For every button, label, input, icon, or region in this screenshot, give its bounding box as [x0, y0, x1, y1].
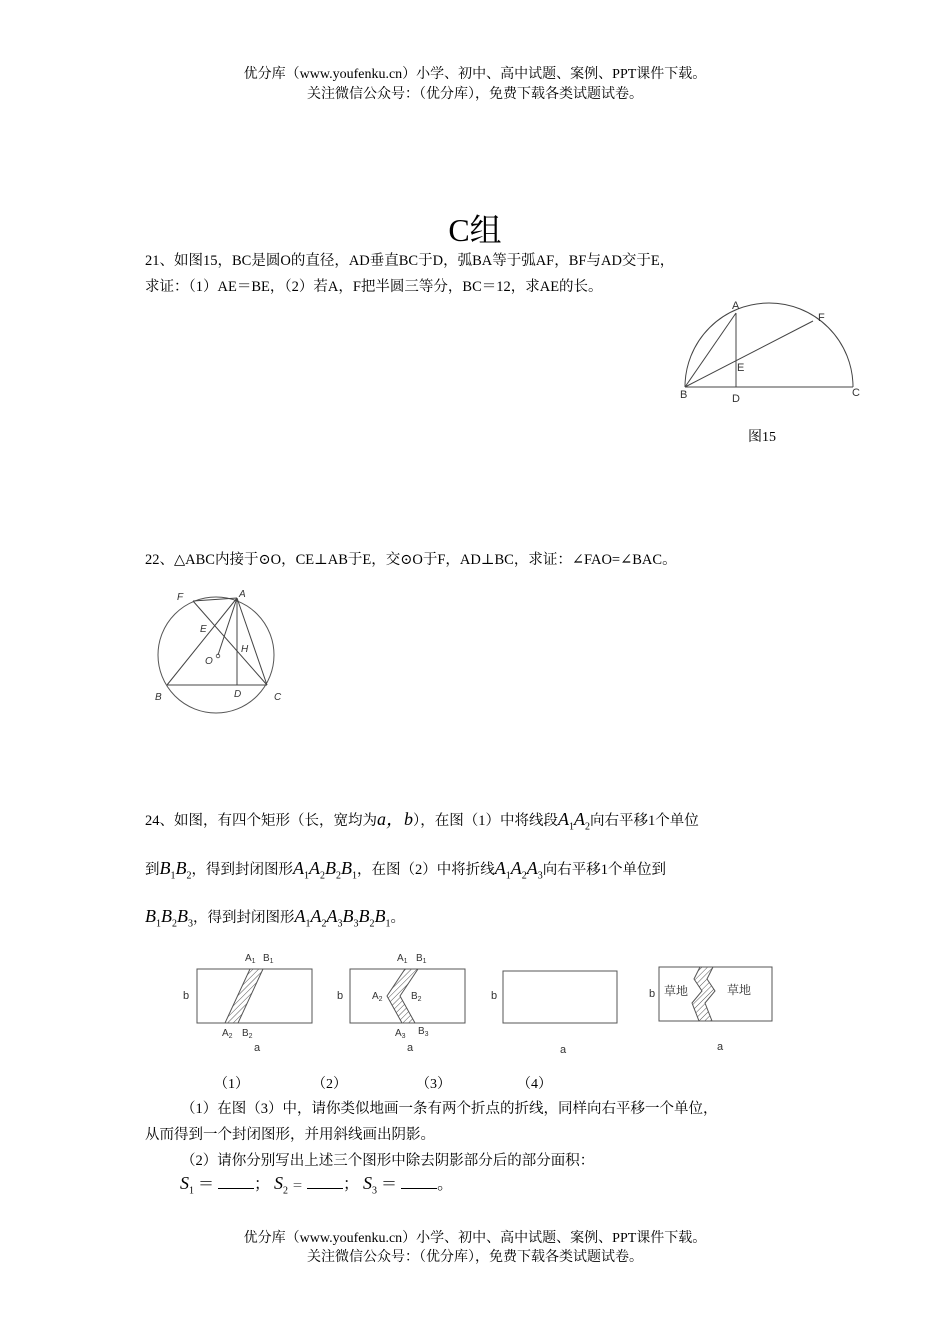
q21-line-2: 求证：（1）AE＝BE，（2）若A，F把半圆三等分，BC＝12，求AE的长。	[145, 279, 603, 295]
fig2-label-a3: $A_3$	[395, 1028, 406, 1040]
header-line-1: 优分库（www.youfenku.cn）小学、初中、高中试题、案例、PPT课件下载。	[243, 67, 707, 82]
fig15-label-c: C	[852, 387, 860, 399]
figure-15	[670, 295, 870, 415]
q24-text-1a: 24、如图，有四个矩形（长，宽均为	[145, 813, 377, 829]
q24-text-3b: 。	[390, 910, 405, 927]
q22-label-d: D	[234, 689, 242, 700]
s2-label: $S_2$	[274, 1173, 289, 1197]
q24-text-2b: ，得到封闭图形	[191, 861, 293, 878]
fig1-label-a: a	[254, 1042, 261, 1054]
q24-line-3	[145, 899, 815, 942]
fig2-label-a1: $A_1$	[397, 953, 408, 965]
q24-line-2	[145, 851, 815, 894]
q24-instructions	[145, 1096, 815, 1174]
fig4-label-grass-right: 草地	[727, 983, 752, 997]
fig15-label-a: A	[732, 300, 740, 312]
q24-text-2c: ，在图（2）中将折线	[357, 861, 495, 878]
q22-label-a: A	[239, 589, 246, 600]
section-title: C组	[448, 212, 502, 248]
fig1-label-b: b	[183, 990, 190, 1002]
fig4-label-a: a	[717, 1041, 724, 1053]
q24-figure-1	[183, 953, 312, 1054]
fig1-label-a2: $A_2$	[222, 1028, 233, 1040]
fig15-label-f: F	[818, 312, 825, 324]
q21-text	[145, 248, 815, 300]
fig3-label-b: b	[491, 990, 498, 1002]
math-b1b2b3: $B_1B_2B_3$	[145, 906, 193, 930]
fig15-label-b: B	[680, 389, 688, 401]
header-line-2: 关注微信公众号：（优分库），免费下载各类试题试卷。	[307, 87, 643, 102]
s1-blank[interactable]	[218, 1174, 254, 1189]
q24-figure-3	[491, 971, 617, 1056]
fig4-label-b: b	[649, 988, 656, 1000]
q24-figures	[175, 945, 795, 1065]
math-a1a2a3b3b2b1: $A_1A_2A_3B_3B_2B_1$	[294, 906, 391, 930]
caption-figure-2: （2）	[312, 1077, 347, 1092]
q22-label-c: C	[274, 692, 282, 703]
q22-label-h: H	[241, 644, 249, 655]
fig3-label-a: a	[560, 1044, 567, 1056]
q24-figure-4	[649, 967, 772, 1053]
fig4-label-grass-left: 草地	[664, 984, 689, 998]
q22-text: 22、△ABC内接于⊙O，CE⊥AB于E，交⊙O于F，AD⊥BC，求证：∠FAO=∠BAC。	[145, 552, 677, 568]
footer-line-2: 关注微信公众号：（优分库），免费下载各类试题试卷。	[307, 1250, 643, 1265]
math-a1a2: $A_1A_2$	[558, 809, 590, 833]
s3-blank[interactable]	[401, 1174, 437, 1189]
caption-figure-3: （3）	[416, 1077, 451, 1092]
s1-equals: ＝	[198, 1176, 215, 1193]
answer-line	[180, 1171, 453, 1197]
q24-text-1b: ），在图（1）中将线段	[413, 813, 558, 829]
fig2-label-a2: $A_2$	[372, 991, 383, 1003]
fig1-label-b1: $B_1$	[263, 953, 274, 965]
fig2-label-b2: $B_2$	[411, 991, 422, 1003]
math-a1a2a3: $A_1A_2A_3$	[494, 857, 543, 882]
sep-1: ；	[254, 1176, 271, 1193]
fig2-label-b1: $B_1$	[416, 953, 427, 965]
q21-line-1: 21、如图15，BC是圆O的直径，AD垂直BC于D，弧BA等于弧AF，BF与AD交于E，	[145, 253, 675, 269]
caption-figure-4: （4）	[517, 1077, 552, 1092]
fig15-label-e: E	[737, 362, 745, 374]
q24-ab: a，b	[377, 809, 413, 829]
q24-text-2a: 到	[145, 861, 160, 878]
s3-equals: ＝	[381, 1176, 398, 1193]
sep-2: ；	[343, 1176, 360, 1193]
q24-text-2d: 向右平移1个单位到	[542, 861, 666, 878]
figure-q22	[145, 585, 305, 720]
q22-label-o: O	[205, 656, 213, 667]
math-a1a2b2b1: $A_1A_2B_2B_1$	[293, 857, 357, 882]
instruction-1-line-1: （1）在图（3）中，请你类似地画一条有两个折点的折线，同样向右平移一个单位，	[181, 1101, 718, 1117]
s2-equals: ＝	[292, 1180, 304, 1192]
q24-text-3a: ，得到封闭图形	[193, 910, 295, 927]
fig1-label-a1: $A_1$	[245, 953, 256, 965]
q24-figure-2	[337, 953, 465, 1054]
q22-label-e: E	[200, 624, 207, 635]
s3-label: $S_3$	[363, 1173, 378, 1197]
q22-label-f: F	[177, 592, 184, 603]
figure-15-caption: 图15	[748, 430, 776, 445]
fig2-label-a: a	[407, 1042, 414, 1054]
fig15-label-d: D	[732, 393, 740, 405]
s2-blank[interactable]	[307, 1174, 343, 1189]
fig2-label-b3: $B_3$	[418, 1026, 429, 1038]
q22-label-b: B	[155, 692, 162, 703]
instruction-1-line-2: 从而得到一个封闭图形，并用斜线画出阴影。	[145, 1127, 435, 1143]
fig1-label-b2: $B_2$	[242, 1028, 253, 1040]
footer-line-1: 优分库（www.youfenku.cn）小学、初中、高中试题、案例、PPT课件下载。	[243, 1231, 707, 1246]
s1-label: $S_1$	[180, 1173, 194, 1197]
answer-end: 。	[437, 1176, 454, 1193]
q24-text-1c: 向右平移1个单位	[590, 813, 699, 829]
q24-line-1	[145, 802, 815, 845]
instruction-2: （2）请你分别写出上述三个图形中除去阴影部分后的部分面积：	[181, 1153, 595, 1169]
math-b1b2: $B_1B_2$	[159, 857, 192, 882]
caption-figure-1: （1）	[214, 1077, 249, 1092]
q24-paragraph	[145, 802, 815, 942]
fig2-label-b: b	[337, 990, 344, 1002]
